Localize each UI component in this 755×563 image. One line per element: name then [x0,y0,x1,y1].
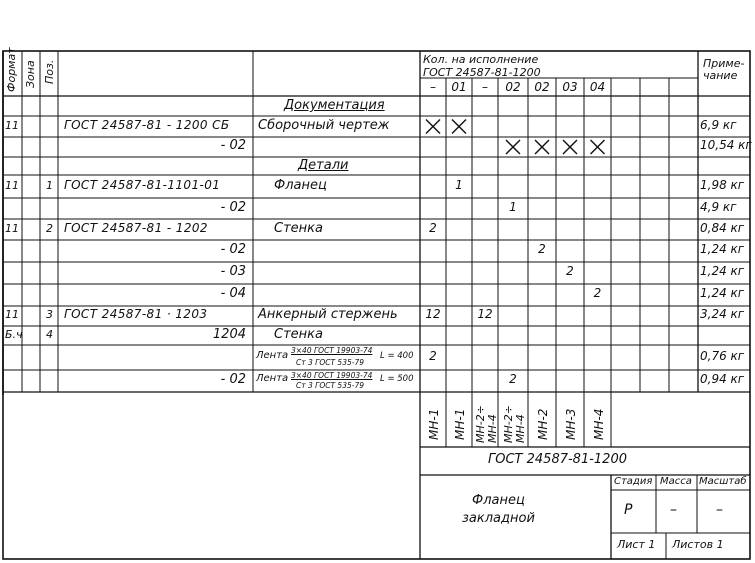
designation-cell: - 03 [220,264,246,279]
section-parts: Детали [298,158,349,173]
quantity-cell: 1 [455,177,463,192]
mark-label: МН-1 [453,408,467,440]
note-cell: 1,98 кг [700,177,745,192]
note-cell: 3,24 кг [700,307,745,321]
quantity-cell: 2 [429,220,437,235]
note-cell: 1,24 кг [700,264,745,278]
variant-header: 01 [451,80,467,94]
name-cell: Стенка [274,326,323,342]
mark-label: МН-3 [564,408,578,440]
note-header: Приме- чание [703,57,745,82]
variant-header: 02 [505,80,521,94]
quantity-cell: 2 [566,264,574,278]
mark-label: МН-2÷ [502,405,515,443]
designation-cell: ГОСТ 24587-81 - 1202 [64,220,208,235]
name-cell: Фланец [274,177,327,193]
cross-mark [563,140,577,154]
scale-value: – [716,502,723,518]
title-block-designation: ГОСТ 24587-81-1200 [488,452,627,467]
scale-label: Масштаб [699,476,747,487]
name-fraction-top: 3×40 ГОСТ 19903-74 [291,371,373,380]
note-cell: 0,94 кг [700,372,745,386]
mass-value: – [670,502,677,518]
variant-header: – [482,80,488,94]
note-cell: 10,54 кг [700,138,752,152]
quantity-header: Кол. на исполнение ГОСТ 24587-81-1200 [423,53,541,79]
designation-cell: - 02 [220,138,246,153]
mark-label: МН-4 [514,414,527,443]
cross-mark [506,140,520,154]
quantity-cell: 2 [538,242,546,256]
name-fraction-bottom: Ст 3 ГОСТ 535-79 [296,381,364,390]
format-cell: 11 [5,221,19,235]
position-cell: 3 [46,308,53,321]
note-cell: 0,76 кг [700,348,745,363]
cross-mark [426,120,440,134]
name-fraction-bottom: Ст 3 ГОСТ 535-79 [296,357,364,367]
quantity-cell: 2 [593,286,602,300]
variant-header: 02 [534,80,550,94]
cross-mark [535,140,549,154]
designation-cell: - 02 [220,242,246,257]
note-cell: 6,9 кг [700,117,737,132]
quantity-cell: 12 [477,307,493,321]
name-cell: Лента [256,373,289,384]
name-cell: Сборочный чертеж [258,117,390,133]
quantity-cell: 2 [429,348,437,363]
stage-label: Стадия [614,476,653,487]
name-length: L = 400 [380,350,414,361]
designation-cell: ГОСТ 24587-81 - 1200 СБ [64,117,230,132]
name-length: L = 500 [380,374,414,384]
position-cell: 1 [46,178,53,192]
sheets-label: Листов 1 [672,538,724,551]
position-column-header: Поз. [43,59,56,84]
name-cell: Анкерный стержень [258,307,398,322]
format-cell: Б.ч [5,327,23,341]
mark-label: МН-1 [427,408,441,440]
note-cell: 1,24 кг [700,286,745,300]
sheet-label: Лист 1 [617,538,656,551]
designation-cell: - 02 [220,199,246,215]
mark-label: МН-2 [536,408,550,440]
format-cell: 11 [5,118,19,132]
stage-value: Р [624,502,633,518]
format-cell: 11 [5,308,19,321]
name-cell: Лента [256,349,289,361]
designation-cell: - 04 [220,286,246,301]
mark-label: МН-4 [591,408,606,440]
variant-header: – [430,80,436,94]
quantity-cell: 1 [509,199,517,214]
note-cell: 0,84 кг [700,220,745,235]
quantity-cell: 2 [509,372,517,386]
mark-label: МН-4 [486,414,499,443]
variant-header: 03 [562,80,578,94]
note-cell: 1,24 кг [700,242,745,256]
title-block-name: Фланец закладной [462,493,535,526]
section-documentation: Документация [284,98,385,113]
cross-mark [591,140,605,154]
note-cell: 4,9 кг [700,199,737,214]
variant-header: 04 [589,80,606,94]
designation-cell: 1204 [212,326,246,342]
format-cell: 11 [5,178,19,192]
designation-cell: ГОСТ 24587-81-1101-01 [64,177,221,192]
name-fraction-top: 3×40 ГОСТ 19903-74 [291,346,373,355]
cross-mark [452,120,466,134]
zone-column-header: Зона [24,60,37,88]
position-cell: 4 [46,327,53,341]
quantity-cell: 12 [425,307,441,321]
mark-label: МН-2÷ [474,405,487,443]
designation-cell: - 02 [220,372,246,387]
format-column-header: Формат [5,47,18,92]
name-cell: Стенка [274,220,323,236]
designation-cell: ГОСТ 24587-81 · 1203 [64,307,208,321]
position-cell: 2 [46,221,53,235]
mass-label: Масса [660,476,692,487]
